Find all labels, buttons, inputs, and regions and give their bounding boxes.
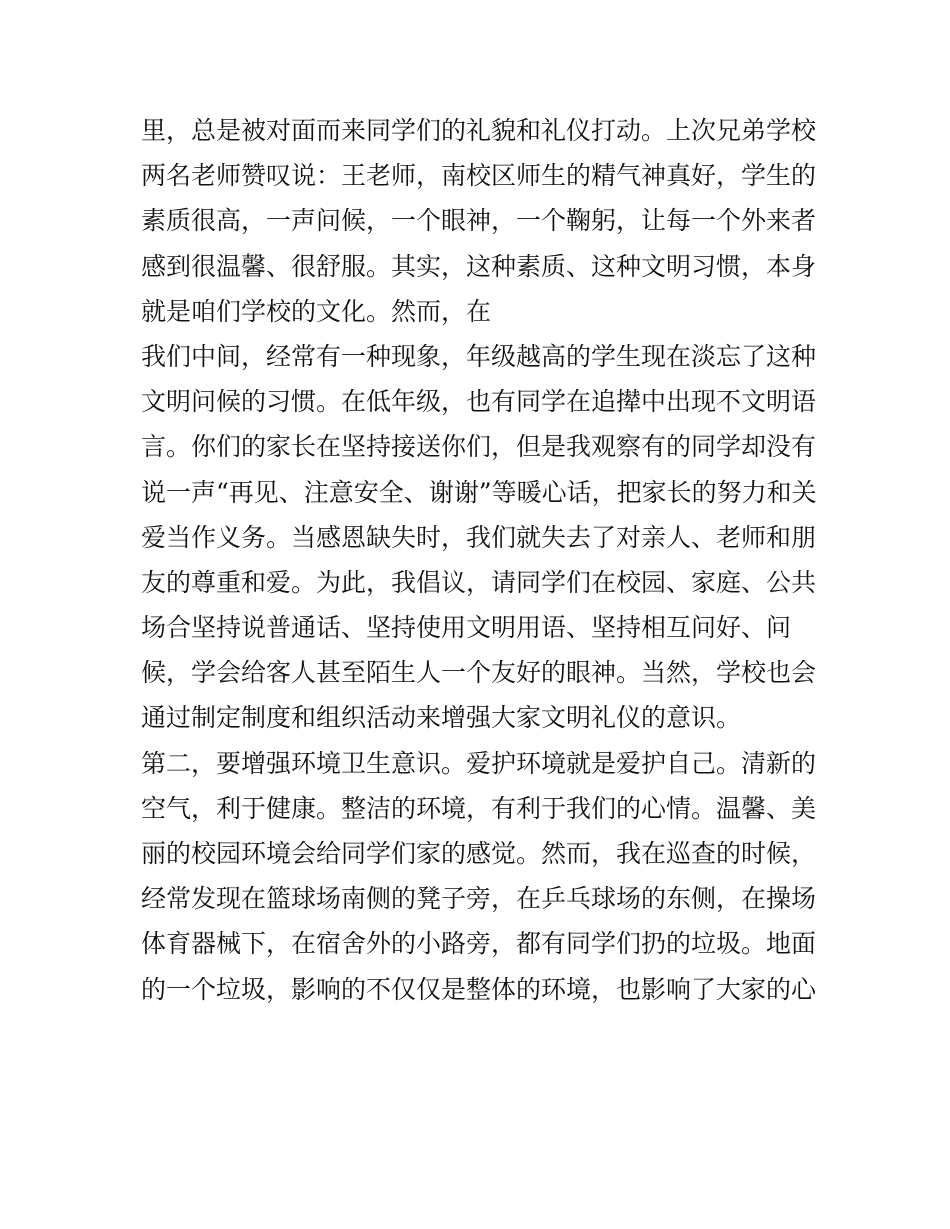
text-line-3: 素质很高，一声问候，一个眼神，一个鞠躬，让每一个外来者 [141,206,817,236]
text-line-20: 的一个垃圾，影响的不仅仅是整体的环境，也影响了大家的心 [141,974,817,1004]
text-line-12: 场合坚持说普通话、坚持使用文明用语、坚持相互问好、问 [141,613,792,643]
body-text [141,108,821,1012]
text-line-8: 言。你们的家长在坚持接送你们，但是我观察有的同学却没有 [141,432,817,462]
text-line-13: 候，学会给客人甚至陌生人一个友好的眼神。当然，学校也会 [141,658,817,688]
text-line-16: 空气，利于健康。整洁的环境，有利于我们的心情。温馨、美 [141,793,817,823]
text-line-17: 丽的校园环境会给同学们家的感觉。然而，我在巡查的时候， [141,839,817,868]
text-line-9: 说一声“再见、注意安全、谢谢”等暖心话，把家长的努力和关 [141,477,817,507]
text-line-4: 感到很温馨、很舒服。其实，这种素质、这种文明习惯，本身 [141,251,817,281]
text-line-15: 第二，要增强环境卫生意识。爱护环境就是爱护自己。清新的 [141,748,817,778]
text-line-5: 就是咱们学校的文化。然而，在 [141,296,492,326]
text-line-19: 体育器械下，在宿舍外的小路旁，都有同学们扔的垃圾。地面 [141,929,817,959]
text-line-11: 友的尊重和爱。为此，我倡议，请同学们在校园、家庭、公共 [141,567,817,597]
text-line-10: 爱当作义务。当感恩缺失时，我们就失去了对亲人、老师和朋 [141,522,817,552]
text-line-1: 里，总是被对面而来同学们的礼貌和礼仪打动。上次兄弟学校 [141,116,817,145]
text-line-18: 经常发现在篮球场南侧的凳子旁，在乒乓球场的东侧，在操场 [141,884,817,914]
text-line-2: 两名老师赞叹说：王老师，南校区师生的精气神真好，学生的 [141,161,817,191]
text-line-14: 通过制定制度和组织活动来增强大家文明礼仪的意识。 [141,703,742,733]
text-line-6: 我们中间，经常有一种现象，年级越高的学生现在淡忘了这种 [141,341,817,371]
text-line-7: 文明问候的习惯。在低年级，也有同学在追撵中出现不文明语 [141,387,817,417]
